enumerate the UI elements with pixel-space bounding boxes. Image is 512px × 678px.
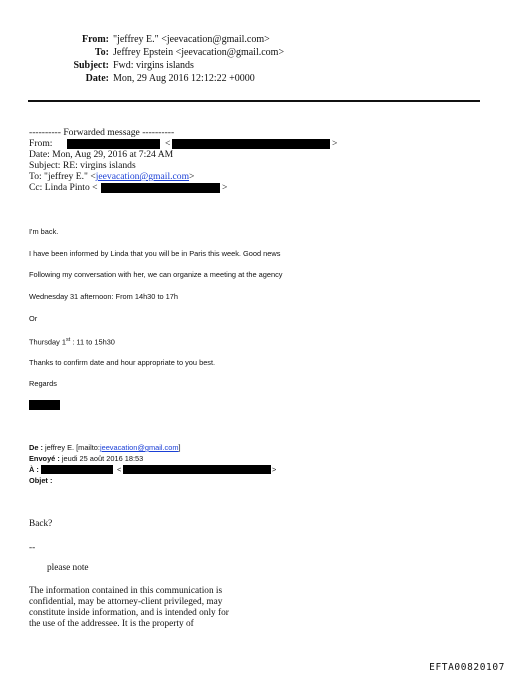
quoted-de-row bbox=[29, 443, 181, 452]
header-to-label: To: bbox=[94, 47, 109, 58]
header-subject-value: Fwd: virgins islands bbox=[113, 60, 194, 71]
header-date-value: Mon, 29 Aug 2016 12:12:22 +0000 bbox=[113, 73, 255, 84]
message-line: I'm back. bbox=[29, 227, 59, 236]
quoted-a-label-text: À : bbox=[29, 465, 39, 474]
forwarded-to-suffix: > bbox=[189, 171, 195, 182]
forwarded-subject: Subject: RE: virgins islands bbox=[29, 160, 136, 171]
quoted-objet-label: Objet : bbox=[29, 476, 53, 485]
message-line: Thanks to confirm date and hour appropriate to you best. bbox=[29, 358, 216, 367]
forwarded-cc-suffix: > bbox=[222, 182, 228, 193]
redaction-box bbox=[172, 139, 330, 149]
redaction-box bbox=[67, 139, 160, 149]
header-from-label: From: bbox=[81, 34, 109, 45]
quoted-a-lt: < bbox=[117, 465, 122, 474]
forwarded-to bbox=[29, 171, 194, 182]
notice-line: confidential, may be attorney-client privileged, may bbox=[29, 597, 223, 607]
message-line: Wednesday 31 afternoon: From 14h30 to 17h bbox=[29, 292, 179, 301]
quoted-de-label: De : bbox=[29, 443, 43, 452]
quoted-de-prefix: jeffrey E. [mailto: bbox=[42, 443, 100, 452]
forwarded-to-prefix: To: "jeffrey E." < bbox=[29, 171, 96, 182]
forwarded-to-email-link[interactable]: jeevacation@gmail.com bbox=[95, 171, 190, 182]
tail-back: Back? bbox=[29, 519, 53, 529]
quoted-a-label bbox=[29, 465, 39, 474]
header-from-value: "jeffrey E." <jeevacation@gmail.com> bbox=[113, 34, 270, 45]
redaction-box bbox=[41, 465, 113, 474]
message-line: Or bbox=[29, 314, 38, 323]
ordinal-suffix: st bbox=[65, 337, 71, 343]
quoted-envoye-label: Envoyé : bbox=[29, 454, 60, 463]
header-subject-label: Subject: bbox=[73, 60, 109, 71]
header-date-label: Date: bbox=[85, 73, 109, 84]
notice-line: The information contained in this communication is bbox=[29, 586, 223, 596]
thursday-time: : 11 to 15h30 bbox=[70, 337, 115, 347]
quoted-a-gt: > bbox=[272, 465, 277, 474]
quoted-envoye-value: jeudi 25 août 2016 18:53 bbox=[59, 454, 144, 463]
message-line: Following my conversation with her, we can organize a meeting at the agency bbox=[29, 270, 283, 279]
message-line: Regards bbox=[29, 379, 57, 388]
forwarded-from-lt: < bbox=[165, 138, 171, 149]
header-to-value: Jeffrey Epstein <jeevacation@gmail.com> bbox=[113, 47, 285, 58]
header-divider bbox=[28, 100, 480, 102]
forwarded-divider: ---------- Forwarded message ---------- bbox=[29, 127, 175, 138]
notice-line: constitute inside information, and is intended only for bbox=[29, 608, 229, 618]
message-line: I have been informed by Linda that you will be in Paris this week. Good news bbox=[29, 249, 281, 258]
quoted-de-email-link[interactable]: jeevacation@gmail.com bbox=[99, 443, 179, 452]
tail-dashes: -- bbox=[29, 543, 36, 553]
forwarded-date: Date: Mon, Aug 29, 2016 at 7:24 AM bbox=[29, 149, 174, 160]
redaction-box bbox=[123, 465, 271, 474]
forwarded-from-label: From: bbox=[29, 138, 53, 149]
quoted-envoye-row bbox=[29, 454, 143, 463]
message-line-thursday bbox=[29, 336, 115, 346]
quoted-de-suffix: ] bbox=[178, 443, 181, 452]
quoted-objet-row bbox=[29, 476, 52, 485]
redaction-box bbox=[29, 400, 60, 410]
forwarded-from-gt: > bbox=[332, 138, 338, 149]
forwarded-cc-prefix: Cc: Linda Pinto < bbox=[29, 182, 98, 193]
redaction-box bbox=[101, 183, 220, 193]
thursday-text: Thursday 1 bbox=[29, 337, 66, 347]
tail-please-note: please note bbox=[47, 563, 89, 573]
notice-line: the use of the addressee. It is the property of bbox=[29, 619, 194, 629]
document-id: EFTA00820107 bbox=[429, 662, 505, 673]
